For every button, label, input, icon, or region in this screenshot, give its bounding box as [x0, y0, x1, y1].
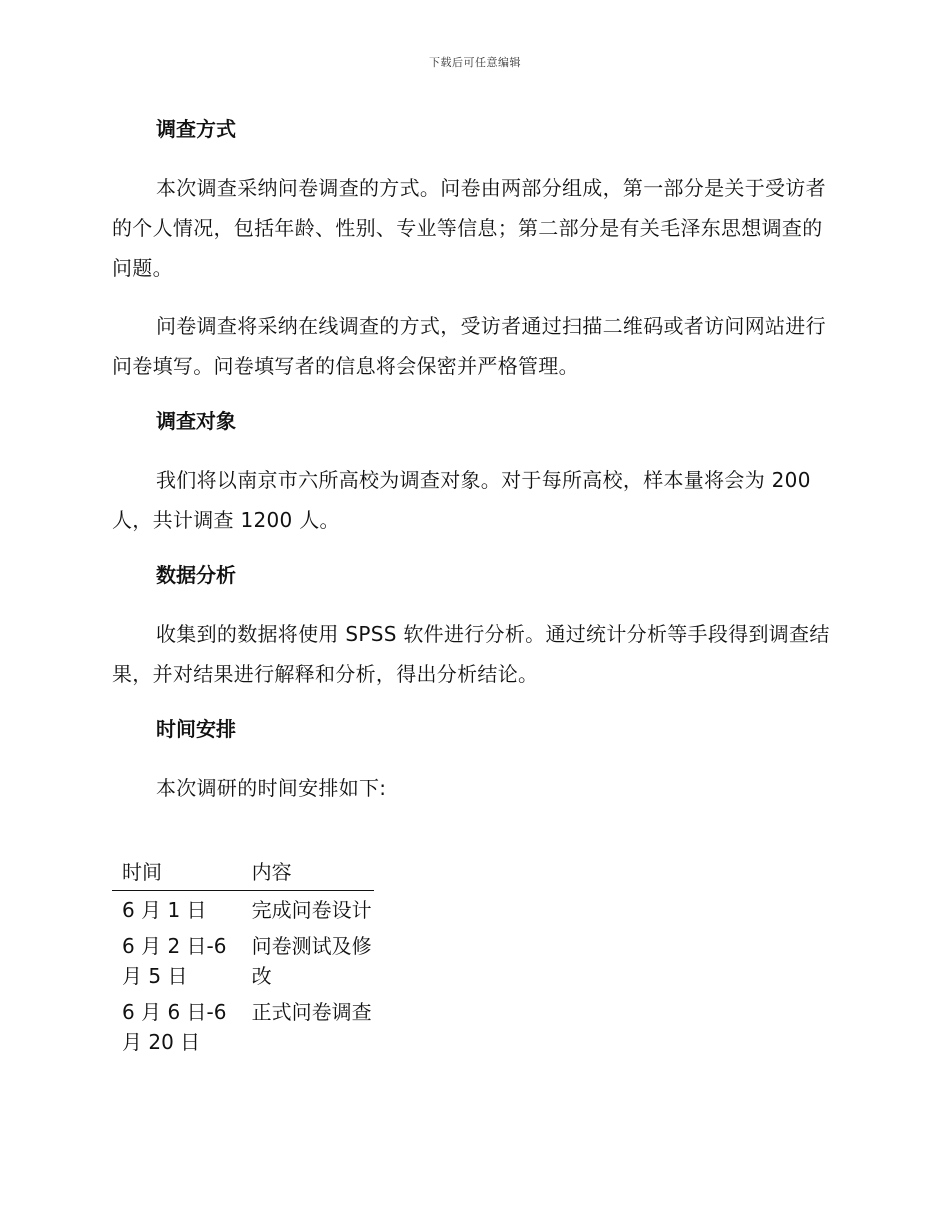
- paragraph: 我们将以南京市六所高校为调查对象。对于每所高校，样本量将会为 200 人，共计调查 1200 人。: [112, 468, 811, 532]
- table-cell-time: 6 月 2 日-6 月 5 日: [122, 934, 227, 988]
- schedule-table: [112, 856, 374, 1059]
- table-row: [112, 927, 374, 993]
- schedule-intro: 本次调研的时间安排如下:: [156, 776, 387, 800]
- table-row: [112, 993, 374, 1059]
- table-cell-content: 完成问卷设计: [251, 898, 372, 922]
- document-body: [112, 112, 832, 808]
- paragraph: 收集到的数据将使用 SPSS 软件进行分析。通过统计分析等手段得到调查结果，并对结果进行解释和分析，得出分析结论。: [112, 622, 830, 686]
- table-row: [112, 891, 374, 928]
- column-header-time: 时间: [112, 856, 242, 891]
- section-heading-analysis: 数据分析: [156, 563, 236, 587]
- page-header-watermark: 下载后可任意编辑: [429, 56, 521, 69]
- table-cell-time: 6 月 6 日-6 月 20 日: [122, 1000, 227, 1054]
- table-cell-content: 正式问卷调查: [251, 1000, 372, 1024]
- paragraph: 本次调查采纳问卷调查的方式。问卷由两部分组成，第一部分是关于受访者的个人情况，包括年龄、性别、专业等信息；第二部分是有关毛泽东思想调查的问题。: [112, 176, 826, 280]
- column-header-content: 内容: [242, 856, 374, 891]
- table-header-row: [112, 856, 374, 891]
- section-heading-subjects: 调查对象: [156, 409, 236, 433]
- table-cell-content: 问卷测试及修改: [251, 934, 372, 988]
- table-cell-time: 6 月 1 日: [122, 898, 207, 922]
- section-heading-schedule: 时间安排: [156, 717, 236, 741]
- paragraph: 问卷调查将采纳在线调查的方式，受访者通过扫描二维码或者访问网站进行问卷填写。问卷填写者的信息将会保密并严格管理。: [112, 314, 826, 378]
- section-heading-method: 调查方式: [156, 117, 236, 141]
